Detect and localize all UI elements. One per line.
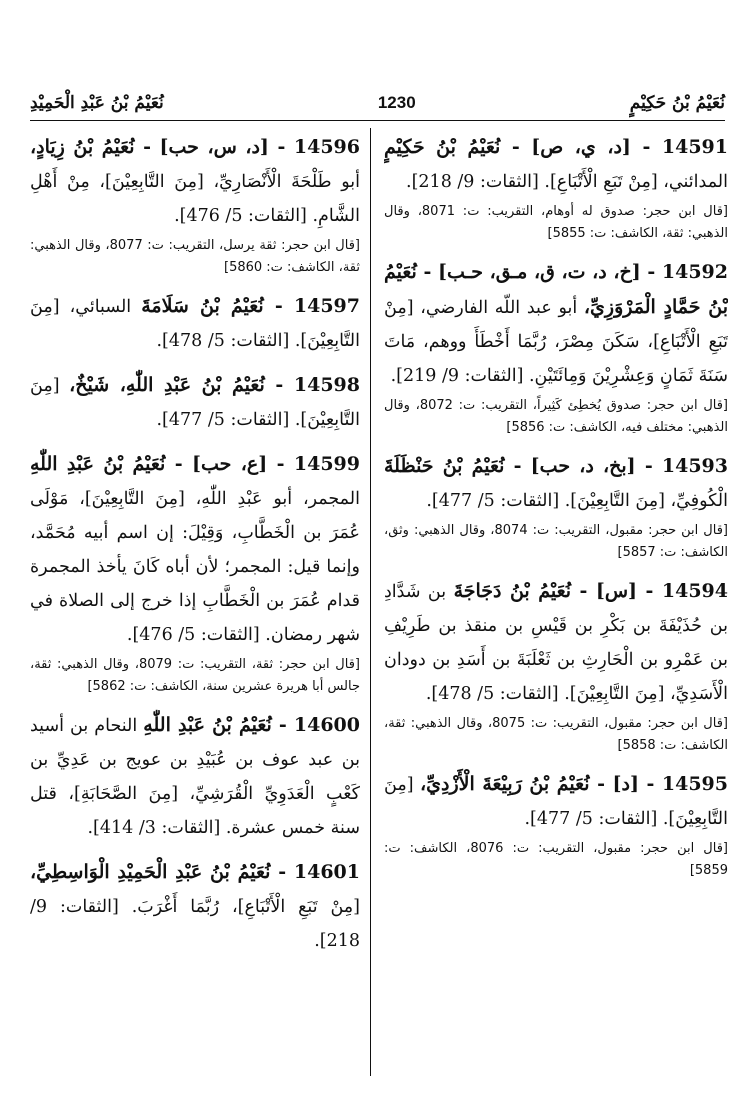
page-header: [30, 86, 725, 120]
entry-note: [قال ابن حجر: صدوق له أوهام، التقريب: ت: 8071، وقال الذهبي: ثقة، الكاشف: ت: 5855]: [384, 204, 728, 241]
entry-text: [30, 368, 360, 437]
right-column: [384, 130, 728, 1080]
entry-text: [30, 708, 360, 845]
entry-heading: 14601 - نُعَيْمُ بْنُ عَبْدِ الْحَمِيْدِ الْوَاسِطِيِّ،: [30, 861, 360, 883]
entry-note: [قال ابن حجر: ثقة يرسل، التقريب: ت: 8077، وقال الذهبي: ثقة، الكاشف: ت: 5860]: [30, 238, 360, 275]
entry-text: [30, 289, 360, 358]
entry-text: [30, 130, 360, 233]
entry-14596: [30, 130, 360, 279]
entry-body: [مِنْ تَبَعِ الْأَتْبَاعِ]، رُبَّمَا أَغْرَبَ. [الثقات: 9/ 218].: [30, 897, 360, 951]
entry-heading: 14592 - [خ، د، ت، ق، مـق، حـب] - نُعَيْمُ بْنُ حَمَّادٍ الْمَرْوَزِيِّ،: [384, 261, 728, 318]
header-left-title: نُعَيْمُ بْنُ عَبْدِ الْحَمِيْدِ: [30, 93, 164, 113]
entry-note: [قال ابن حجر: مقبول، التقريب: ت: 8076، الكاشف: ت: 5859]: [384, 841, 728, 878]
entry-14601: [30, 855, 360, 958]
page-number: 1230: [377, 93, 416, 112]
entry-heading: 14593 - [بخ، د، حب] - نُعَيْمُ بْنُ حَنْظَلَةَ: [384, 455, 728, 477]
entry-body: السبائي، [مِنَ التَّابِعِيْنَ]. [الثقات: 5/ 478].: [30, 297, 360, 351]
entry-14594: [384, 574, 728, 757]
entry-note: [قال ابن حجر: صدوق يُخطِئ كَثِيراً، التقريب: ت: 8072، وقال الذهبي: مختلف فيه، الكاشف: ت: 5856]: [384, 398, 728, 435]
entry-14597: [30, 289, 360, 358]
entry-text: [30, 855, 360, 958]
entry-heading: 14596 - [د، س، حب] - نُعَيْمُ بْنُ زِيَادٍ،: [30, 136, 360, 158]
entry-14595: [384, 767, 728, 882]
entry-body: أبو طَلْحَةَ الْأَنْصَارِيِّ، [مِنَ التَّابِعِيْنَ]، مِنْ أَهْلِ الشَّامِ. [الثقات: 5/ 476].: [30, 172, 360, 226]
entry-heading: 14599 - [ع، حب] - نُعَيْمُ بْنُ عَبْدِ اللّٰهِ: [30, 453, 360, 475]
column-divider: [370, 128, 371, 1076]
entry-heading: 14597 - نُعَيْمُ بْنُ سَلَامَةَ: [141, 295, 360, 317]
entry-14598: [30, 368, 360, 437]
entry-body: المجمر، أبو عَبْدِ اللّٰهِ، [مِنَ التَّابِعِيْنَ]، مَوْلَى عُمَرَ بن الْخَطَّابِ، وَقِيْلَ: إن اسم أبيه مُحَمَّد، وإنما قيل: المجمر؛ لأن أباه كَانَ يأخذ المجمرة قدام عُمَرَ بن الْخَطَّابِ إذا خرج إلى الصلاة في شهر رمضان. [الثقات: 5/ 476].: [30, 489, 360, 645]
entry-14600: [30, 708, 360, 845]
entry-heading: 14600 - نُعَيْمُ بْنُ عَبْدِ اللّٰهِ: [143, 714, 360, 736]
header-rule: [30, 120, 725, 121]
entry-text: [384, 130, 728, 199]
entry-text: [384, 767, 728, 836]
left-column: [30, 130, 360, 1080]
entry-heading: 14594 - [س] - نُعَيْمُ بْنُ دَجَاجَةَ: [453, 580, 728, 602]
entry-body: المدائني، [مِنْ تَبَعِ الْأَتْبَاعِ]. [الثقات: 9/ 218].: [406, 172, 728, 192]
entry-text: [384, 255, 728, 393]
entry-14599: [30, 447, 360, 698]
entry-body: [مِنَ التَّابِعِيْنَ]. [الثقات: 5/ 477].: [384, 775, 728, 829]
entry-14591: [384, 130, 728, 245]
header-right-title: نُعَيْمُ بْنُ حَكِيْمٍ: [629, 93, 725, 113]
entry-body: بن شَدَّادِ بن حُذَيْفَةَ بن بَكْرِ بن قَيْسِ بن منقذ بن طَرِيْفِ بن عَمْرِو بن الْحَارِثِ بن ثَعْلَبَةَ بن أَسَدِ بن دودان الْأَسَدِيِّ، [مِنَ التَّابِعِيْنَ]. [الثقات: 5/ 478].: [384, 582, 728, 704]
entry-text: [384, 574, 728, 711]
entry-text: [30, 447, 360, 652]
entry-heading: 14598 - نُعَيْمُ بْنُ عَبْدِ اللّٰهِ، شَيْخٌ،: [69, 374, 360, 396]
entry-text: [384, 449, 728, 518]
entry-body: أبو عبد اللّه الفارضي، [مِنْ تَبَعِ الْأَتْبَاعِ]، سَكَنَ مِصْرَ، رُبَّمَا أَخْطَأَ ووهم، مَاتَ سَنَةَ ثَمَانٍ وَعِشْرِيْنَ وَمِائَتَيْنِ. [الثقات: 9/ 219].: [384, 298, 728, 386]
entry-body: [مِنَ التَّابِعِيْنَ]. [الثقات: 5/ 477].: [30, 376, 360, 430]
entry-note: [قال ابن حجر: ثقة، التقريب: ت: 8079، وقال الذهبي: ثقة، جالس أبا هريرة عشرين سنة، الكاشف: ت: 5862]: [30, 657, 360, 694]
entry-note: [قال ابن حجر: مقبول، التقريب: ت: 8074، وقال الذهبي: وثق، الكاشف: ت: 5857]: [384, 523, 728, 560]
entry-body: النحام بن أسيد بن عبد عوف بن عُبَيْدِ بن عويج بن عَدِيِّ بن كَعْبٍ الْعَدَوِيِّ الْقُرَشِيِّ، [مِنَ الصَّحَابَةِ]، قتل سنة خمس عشرة. [الثقات: 3/ 414].: [30, 716, 360, 838]
entry-14592: [384, 255, 728, 439]
entry-heading: 14595 - [د] - نُعَيْمُ بْنُ رَبِيْعَةَ الْأَزْدِيِّ،: [420, 773, 728, 795]
entry-heading: 14591 - [د، ي، ص] - نُعَيْمُ بْنُ حَكِيْمٍ: [384, 136, 728, 158]
entry-note: [قال ابن حجر: مقبول، التقريب: ت: 8075، وقال الذهبي: ثقة، الكاشف: ت: 5858]: [384, 716, 728, 753]
entry-body: الْكُوفِيِّ، [مِنَ التَّابِعِيْنَ]. [الثقات: 5/ 477].: [426, 491, 728, 511]
entry-14593: [384, 449, 728, 564]
